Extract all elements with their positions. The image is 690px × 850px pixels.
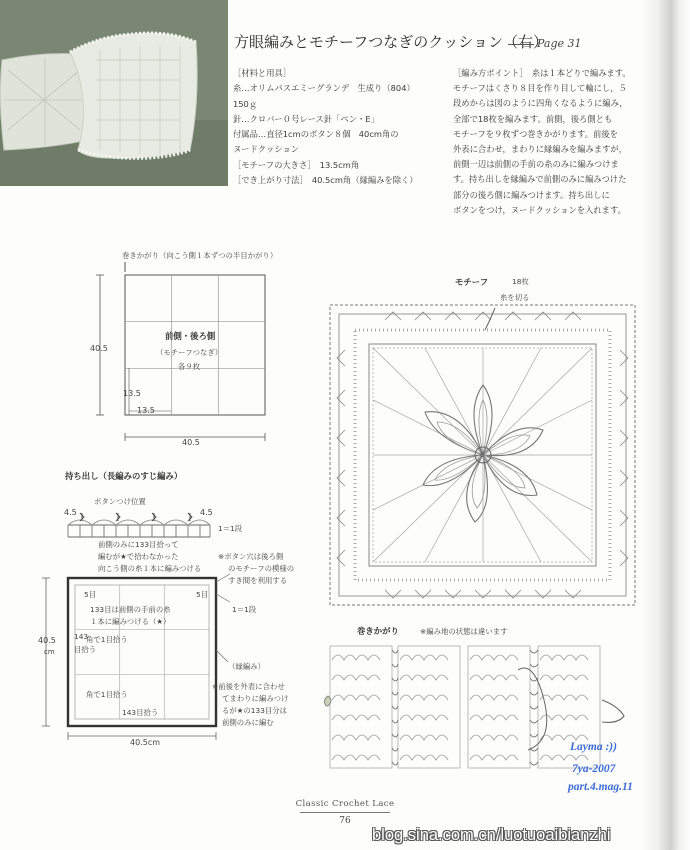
instructions-line: す。持ち出しを縁編みで前側のみに編みつけた	[453, 174, 627, 185]
motif-center-number: 8	[480, 451, 485, 459]
edging-top-note-1: 133目は前側の手前の糸	[90, 605, 171, 614]
edging-note-2: てまわりに編みつけ	[222, 694, 289, 703]
edging-height-unit: cm	[44, 648, 55, 656]
assembly-width: 40.5	[182, 438, 200, 447]
instructions-line: 段めからは図のように四角くなるように編み，	[453, 98, 628, 109]
materials-block	[233, 66, 449, 188]
placket-note-5: のモチーフの模様の	[228, 564, 295, 573]
instructions-line: モチーフを９枚ずつ巻きかがります。前後を	[453, 128, 618, 139]
motif-height: 13.5	[123, 389, 141, 398]
placket-note-2: 編むが★で拾わなかった	[98, 552, 179, 561]
watermark-line-3: part.4.mag.11	[568, 781, 633, 793]
edging-left-pick: 目拾う	[74, 645, 97, 654]
edging-width: 40.5cm	[130, 738, 161, 747]
edging-bottom-count: 143目拾う	[122, 708, 159, 717]
motif-chart	[325, 290, 645, 620]
assembly-center-3: 各９枚	[178, 362, 201, 371]
edging-corner-bottom: 角で1目拾う	[86, 690, 128, 699]
materials-line: 糸…オリムパスエミーグランデ 生成り（804）	[233, 83, 415, 94]
instructions-line: ボタンをつけ，ヌードクッションを入れます。	[453, 204, 626, 215]
instructions-line: 外表に合わせ，まわりに縁編みを編みますが，	[453, 144, 627, 155]
materials-line: 針…クロバー０号レース針「ペン・E」	[233, 113, 379, 124]
whip-note: 巻きかがり（向こう側１本ずつの半目かがり）	[122, 251, 278, 260]
edging-height: 40.5	[38, 636, 56, 645]
page-title: 方眼編みとモチーフつなぎのクッション（右）	[234, 33, 548, 51]
assembly-center-2: （モチーフつなぎ）	[156, 348, 223, 357]
motif-label: モチーフ	[455, 277, 489, 287]
instructions-line: 前側一辺は前側の手前の糸のみに編みつけま	[453, 159, 619, 170]
placket-note-4: ※ボタン穴は後ろ側	[218, 552, 284, 561]
button-position: ボタンつけ位置	[94, 497, 146, 506]
placket-edge-right: 4.5	[200, 508, 213, 517]
page-binding-shadow	[640, 0, 690, 850]
edging-left-count: 143	[74, 632, 89, 641]
cushion-photo	[0, 0, 228, 186]
placket-edge-left: 4.5	[64, 508, 77, 517]
footer-brand: Classic Crochet Lace	[295, 799, 395, 809]
materials-line: ［でき上がり寸法］ 40.5cm角（縁編みを除く）	[233, 175, 418, 186]
edging-diagram	[30, 570, 240, 745]
edging-corner-top: 角で1目拾う	[86, 635, 128, 644]
assembly-outline	[125, 275, 265, 415]
assembly-center-1: 前側・後ろ側	[165, 331, 216, 341]
edging-five-left: 5目	[84, 590, 97, 599]
edging-five-right: 5目	[196, 590, 209, 599]
whipstitch-title: 巻きかがり	[357, 626, 399, 636]
materials-line: ヌードクッション	[233, 144, 300, 155]
instructions-line: ［編み方ポイント］ 糸は１本どりで編みます。	[453, 68, 631, 78]
blog-watermark: blog.sina.com.cn/luotuoaibianzhi	[372, 826, 611, 844]
edging-label: （縁編み）	[228, 662, 265, 671]
page-reference-text: Page 31	[537, 37, 582, 50]
motif-count: 18枚	[512, 277, 529, 286]
cushion-photo-graphic	[0, 0, 228, 186]
instructions-line: モチーフはくさり８目を作り目して輪にし，５	[453, 83, 627, 94]
edging-note-4: 前側のみに編む	[222, 718, 274, 727]
placket-note-6: すき間を利用する	[228, 576, 288, 585]
edging-top-note-2: １本に編みつける（★）	[90, 617, 171, 626]
footer-rule	[300, 812, 390, 813]
motif-cut-leader	[485, 308, 495, 330]
page-number: 76	[339, 816, 351, 826]
assembly-height: 40.5	[90, 344, 108, 353]
instructions-line: 全部で18枚を編みます。前側，後ろ側とも	[453, 113, 613, 124]
motif-cut-note: 糸を切る	[500, 293, 530, 302]
watermark-line-2: 7ya-2007	[572, 763, 616, 775]
instructions-line: 部分の後ろ側に編みつけます。持ち出しに	[453, 189, 610, 200]
motif-width: 13.5	[137, 406, 155, 415]
edging-note-1: ※前後を外表に合わせ	[212, 682, 285, 691]
instructions-block	[453, 66, 643, 218]
placket-title: 持ち出し（長編みのすじ編み）	[65, 471, 183, 481]
page-reference	[508, 37, 582, 50]
materials-line: ［モチーフの大きさ］ 13.5cm角	[233, 159, 360, 170]
page-reference-rule	[508, 44, 534, 45]
edging-row-note: 1＝1段	[232, 605, 257, 614]
watermark-line-1: Layma :))	[570, 741, 617, 753]
whipstitch-diagram	[318, 640, 648, 780]
placket-note-1: 前側のみに133目拾って	[98, 540, 179, 549]
edging-note-3: るが★の133目分は	[222, 706, 288, 715]
materials-line: ［材料と用具］	[233, 68, 292, 78]
whipstitch-note: ※編み地の状態は違います	[420, 627, 508, 636]
placket-note-3: 向こう側の糸１本に編みつける	[98, 564, 202, 573]
materials-line: 150ｇ	[233, 98, 258, 109]
placket-row-note: 1＝1段	[218, 524, 243, 533]
materials-line: 付属品…直径1cmのボタン８個 40cm角の	[233, 129, 399, 140]
